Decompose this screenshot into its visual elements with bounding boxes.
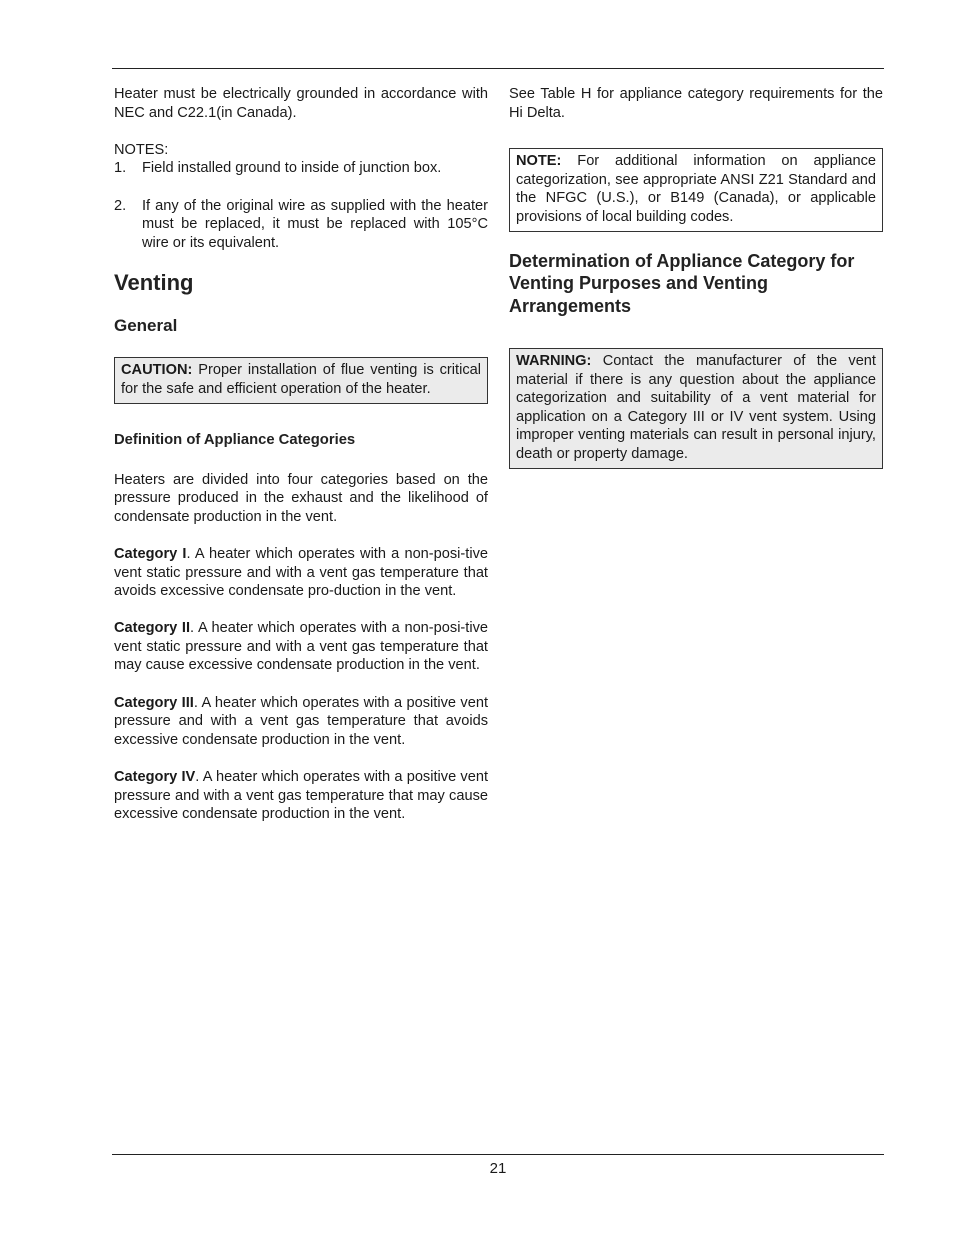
notes-label: NOTES: [114, 141, 169, 158]
venting-heading: Venting [114, 270, 194, 296]
page-number: 21 [489, 1160, 507, 1177]
definition-intro: Heaters are divided into four categories based on the pressure produced in the exhaust and the likelihood of condensate production in the vent. [114, 471, 488, 525]
category-3-paragraph: Category III. A heater which operates with a positive vent pressure and with a vent gas temperature that avoids excessive condensate production in the vent. [114, 694, 488, 748]
right-column [509, 85, 883, 469]
warning-box [509, 348, 883, 469]
caution-text: Proper installation of flue venting is critical for the safe and efficient operation of the heater. [121, 362, 481, 397]
definition-heading: Definition of Appliance Categories [114, 431, 356, 448]
general-heading: General [114, 316, 178, 336]
list-item: 2. If any of the original wire as supplied with the heater must be replaced, it must be replaced with 105°C wire or its equivalent. [114, 197, 488, 251]
warning-label: WARNING: [516, 353, 592, 370]
grounding-paragraph: Heater must be electrically grounded in accordance with NEC and C22.1(in Canada). [114, 86, 488, 121]
caution-label: CAUTION: [121, 362, 193, 379]
category-1-paragraph: Category I. A heater which operates with a non-posi-tive vent static pressure and with a vent gas temperature that avoids excessive condensate pro-duction in the vent. [114, 545, 488, 600]
notes-list [114, 159, 488, 252]
caution-box [114, 357, 488, 403]
category-4-paragraph: Category IV. A heater which operates with a positive vent pressure and with a vent gas temperature that may cause excessive condensate production in the vent. [114, 769, 489, 823]
left-column [114, 85, 488, 824]
note-text: For additional information on appliance categorization, see appropriate ANSI Z21 Standard and the NFGC (U.S.), or B149 (Canada), or applicable provisions of local building codes. [516, 153, 876, 225]
table-h-paragraph: See Table H for appliance category requirements for the Hi Delta. [509, 86, 883, 121]
note-box [509, 148, 883, 231]
warning-text: Contact the manufacturer of the vent material if there is any question about the appliance categorization and suitability of a vent material for application on a Category III or IV vent system. Using improper venting materials can result in personal injury, death or property damage. [516, 353, 876, 463]
note-label: NOTE: [516, 153, 562, 170]
top-rule [112, 68, 884, 69]
category-2-paragraph: Category II. A heater which operates with a non-posi-tive vent static pressure and with a vent gas temperature that may cause excessive condensate production in the vent. [114, 620, 489, 674]
bottom-rule [112, 1154, 884, 1155]
determination-heading: Determination of Appliance Category for Venting Purposes and Venting Arrangements [509, 250, 855, 316]
list-item: 1. Field installed ground to inside of junction box. [114, 160, 442, 177]
